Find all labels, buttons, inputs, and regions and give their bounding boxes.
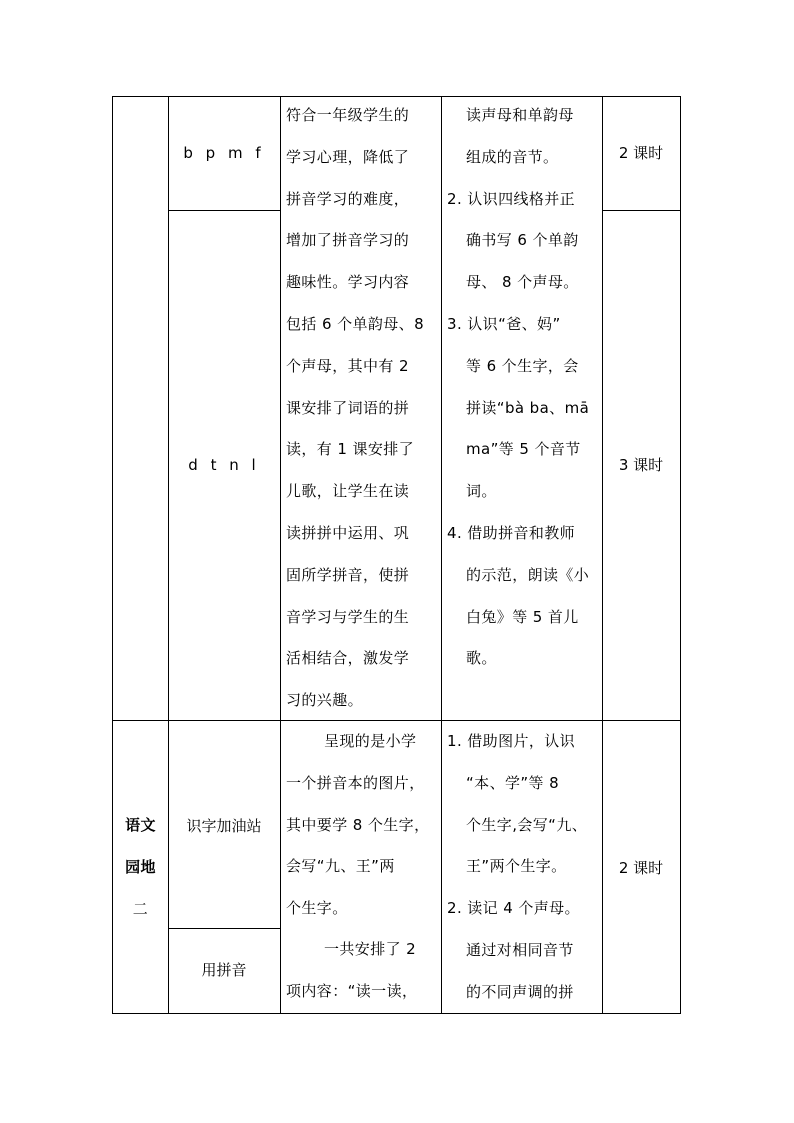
objective-line: 通过对相同音节 [466,940,574,959]
section1-objectives [447,95,589,680]
objective-line: 王”两个生字。 [466,857,567,876]
lesson-label-pinyin: 用拼音 [201,961,247,979]
description-line: 一个拼音本的图片， [286,773,425,792]
section2-description-2 [286,929,417,1013]
description-line: 个生字。 [286,899,348,918]
unit-title [113,805,168,930]
lesson-label-dtnl: d t n l [188,456,260,474]
description-line: 拼音学习的难度， [286,189,410,208]
class-hours-bpmf: 2 课时 [618,144,664,162]
description-line: 音学习与学生的生 [286,607,410,626]
objective-line: 母、 8 个声母。 [466,273,579,292]
description-line: 儿歌，让学生在读 [286,482,410,501]
description-line: 趣味性。学习内容 [286,273,410,292]
objective-line: 4. 借助拼音和教师 [447,523,576,542]
lesson-label-bpmf: b p m f [183,144,265,162]
lesson-label-literacy: 识字加油站 [186,817,262,835]
description-line: 读，有 1 课安排了 [286,440,415,459]
description-line: 会写“九、王”两 [286,857,395,876]
description-line: 包括 6 个单韵母、8 [286,314,425,333]
objective-line: 个生字,会写“九、 [466,815,588,834]
objective-line: 等 6 个生字，会 [466,356,579,375]
description-line: 读拼拼中运用、巩 [286,523,410,542]
unit-title-line: 语文 [125,816,156,834]
objective-line: 词。 [466,482,497,501]
description-line: 学习心理，降低了 [286,147,410,166]
description-line: 项内容：“读一读， [286,981,418,1000]
unit-title-line: 二 [132,899,149,918]
description-line: 活相结合，激发学 [286,649,410,668]
description-line: 符合一年级学生的 [286,106,410,124]
description-line: 习的兴趣。 [286,691,364,710]
unit-title-line: 园地 [125,857,156,876]
objective-line: 1. 借助图片，认识 [447,732,576,750]
objective-line: 的不同声调的拼 [466,982,574,1001]
section2-description-1 [286,721,429,930]
objective-line: 2. 读记 4 个声母。 [447,899,580,918]
section1-description [286,95,424,722]
objective-line: 确书写 6 个单韵 [466,231,579,250]
description-line: 增加了拼音学习的 [286,231,410,250]
objective-line: ma”等 5 个音节 [466,440,581,459]
objective-line: 3. 认识“爸、妈” [447,314,561,333]
class-hours-garden: 2 课时 [618,859,664,877]
objective-line: 白兔》等 5 首儿 [466,607,579,626]
class-hours-dtnl: 3 课时 [618,456,664,474]
section2-objectives [447,721,587,1014]
description-line: 个声母，其中有 2 [286,356,409,375]
description-line: 课安排了词语的拼 [286,398,410,417]
objective-line: “本、学”等 8 [466,773,560,792]
description-line: 固所学拼音，使拼 [286,565,410,584]
objective-line: 歌。 [466,649,497,668]
description-line: 呈现的是小学 [324,732,417,750]
objective-line: 的示范，朗读《小 [466,565,590,584]
objective-line: 拼读“bà ba、mā [466,398,590,417]
objective-line: 读声母和单韵母 [466,106,574,124]
objective-line: 2. 认识四线格并正 [447,189,576,208]
description-line: 一共安排了 2 [324,940,417,958]
objective-line: 组成的音节。 [466,147,559,166]
description-line: 其中要学 8 个生字， [286,815,430,834]
